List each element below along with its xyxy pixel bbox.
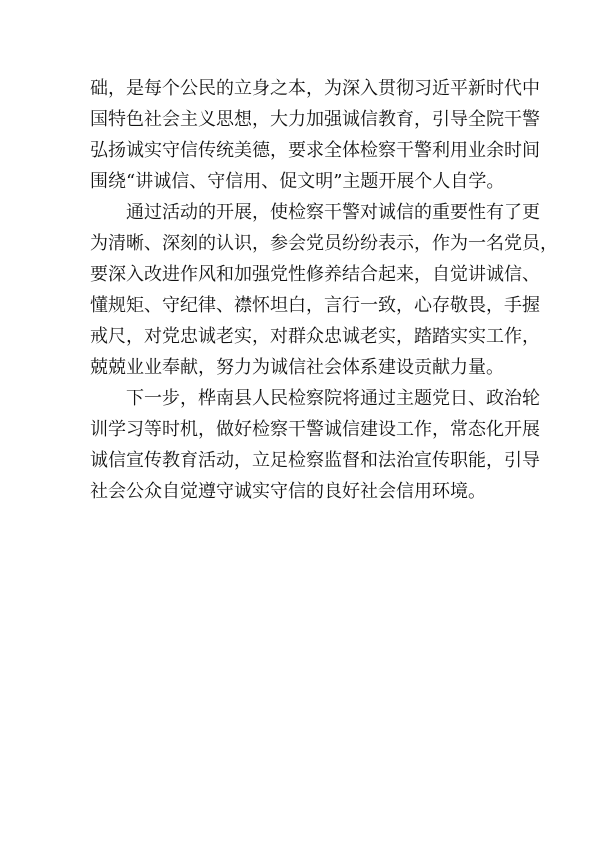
paragraph-line: 础，是每个公民的立身之本，为深入贯彻习近平新时代中 [90, 78, 540, 99]
paragraph-line: 为清晰、深刻的认识，参会党员纷纷表示，作为一名党员， [90, 233, 558, 254]
paragraph-line: 要深入改进作风和加强党性修养结合起来，自觉讲诚信、 [90, 264, 540, 285]
paragraph-1 [90, 73, 540, 197]
paragraph-line: 训学习等时机，做好检察干警诚信建设工作，常态化开展 [90, 419, 540, 440]
paragraph-line: 围绕“讲诚信、守信用、促文明”主题开展个人自学。 [90, 171, 505, 192]
paragraph-line: 弘扬诚实守信传统美德，要求全体检察干警利用业余时间 [90, 140, 540, 161]
paragraph-line: 戒尺，对党忠诚老实，对群众忠诚老实，踏踏实实工作， [90, 326, 540, 347]
paragraph-3 [90, 383, 540, 507]
paragraph-line: 国特色社会主义思想，大力加强诚信教育，引导全院干警 [90, 109, 540, 130]
document-body [90, 73, 558, 507]
paragraph-line: 懂规矩、守纪律、襟怀坦白，言行一致，心存敬畏，手握 [90, 295, 540, 316]
paragraph-line: 通过活动的开展，使检察干警对诚信的重要性有了更 [126, 202, 540, 223]
paragraph-line: 社会公众自觉遵守诚实守信的良好社会信用环境。 [90, 481, 486, 502]
paragraph-line: 兢兢业业奉献，努力为诚信社会体系建设贡献力量。 [90, 357, 504, 378]
paragraph-line: 下一步，桦南县人民检察院将通过主题党日、政治轮 [126, 388, 540, 409]
paragraph-2 [90, 197, 558, 383]
paragraph-line: 诚信宣传教育活动，立足检察监督和法治宣传职能，引导 [90, 450, 540, 471]
